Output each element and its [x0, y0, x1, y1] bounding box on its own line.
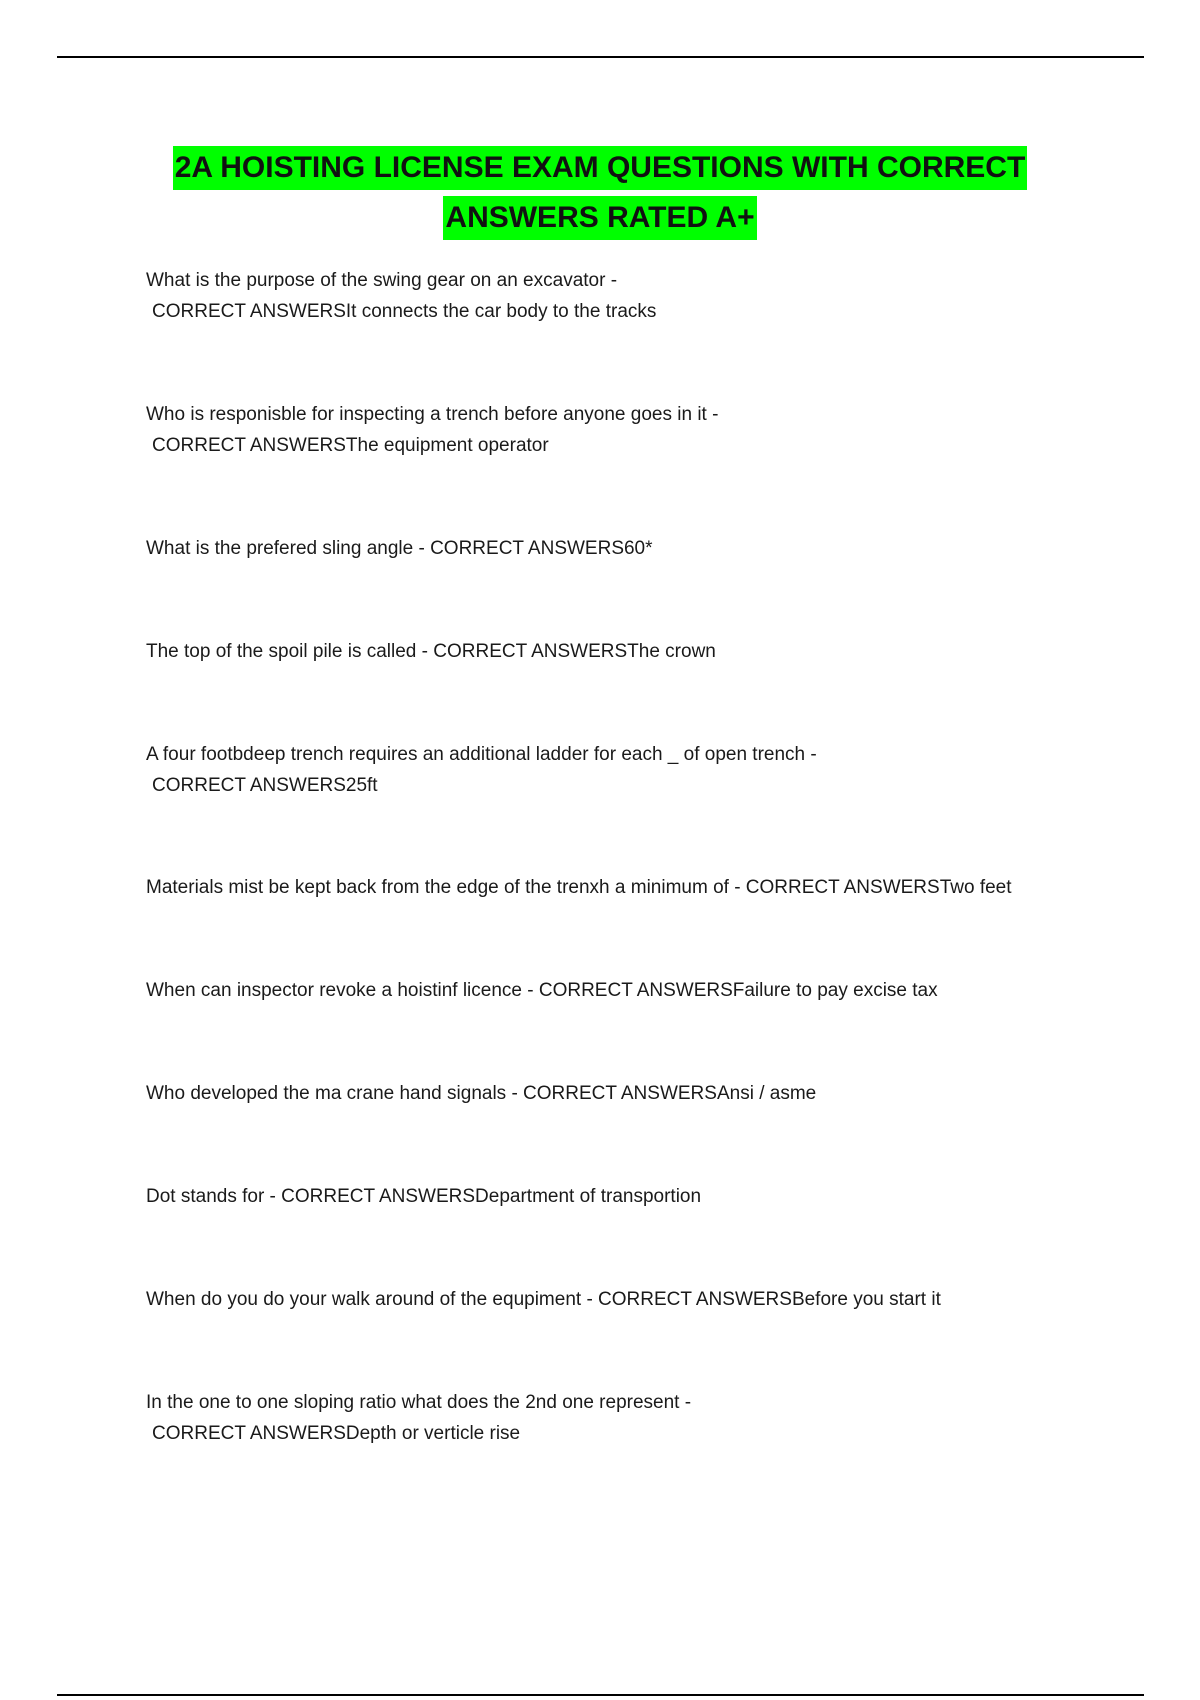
qa-item-2	[146, 399, 1146, 461]
question-text: In the one to one sloping ratio what does the 2nd one represent -	[146, 1392, 692, 1413]
title-line-2: ANSWERS RATED A+	[443, 196, 756, 240]
qa-text: When do you do your walk around of the equpiment - CORRECT ANSWERSBefore you start it	[146, 1289, 941, 1310]
qa-item-1	[146, 265, 1146, 327]
qa-text: What is the prefered sling angle - CORRECT ANSWERS60*	[146, 538, 653, 559]
qa-item-6	[146, 872, 1146, 903]
question-text: Who is responisble for inspecting a trench before anyone goes in it -	[146, 404, 719, 425]
qa-item-11	[146, 1387, 1146, 1449]
qa-item-8	[146, 1078, 1146, 1109]
qa-text: Dot stands for - CORRECT ANSWERSDepartment of transportion	[146, 1186, 702, 1207]
answer-text: CORRECT ANSWERSIt connects the car body to the tracks	[152, 301, 657, 322]
top-rule	[57, 56, 1144, 58]
answer-text: CORRECT ANSWERS25ft	[152, 775, 378, 796]
qa-item-4	[146, 636, 1146, 667]
question-text: What is the purpose of the swing gear on an excavator -	[146, 270, 618, 291]
qa-item-3	[146, 533, 1146, 564]
question-text: A four footbdeep trench requires an additional ladder for each _ of open trench -	[146, 744, 817, 765]
qa-text: Materials mist be kept back from the edge of the trenxh a minimum of - CORRECT ANSWERSTwo feet	[146, 877, 1012, 898]
qa-item-9	[146, 1181, 1146, 1212]
qa-item-10	[146, 1284, 1146, 1315]
title-line-1: 2A HOISTING LICENSE EXAM QUESTIONS WITH CORRECT	[173, 146, 1028, 190]
answer-text: CORRECT ANSWERSThe equipment operator	[152, 435, 549, 456]
document-title	[0, 146, 1200, 240]
bottom-rule	[57, 1694, 1144, 1696]
qa-item-7	[146, 975, 1146, 1006]
qa-item-5	[146, 739, 1146, 801]
qa-text: Who developed the ma crane hand signals - CORRECT ANSWERSAnsi / asme	[146, 1083, 817, 1104]
qa-text: The top of the spoil pile is called - CORRECT ANSWERSThe crown	[146, 641, 716, 662]
answer-text: CORRECT ANSWERSDepth or verticle rise	[152, 1423, 521, 1444]
qa-text: When can inspector revoke a hoistinf licence - CORRECT ANSWERSFailure to pay excise tax	[146, 980, 938, 1001]
